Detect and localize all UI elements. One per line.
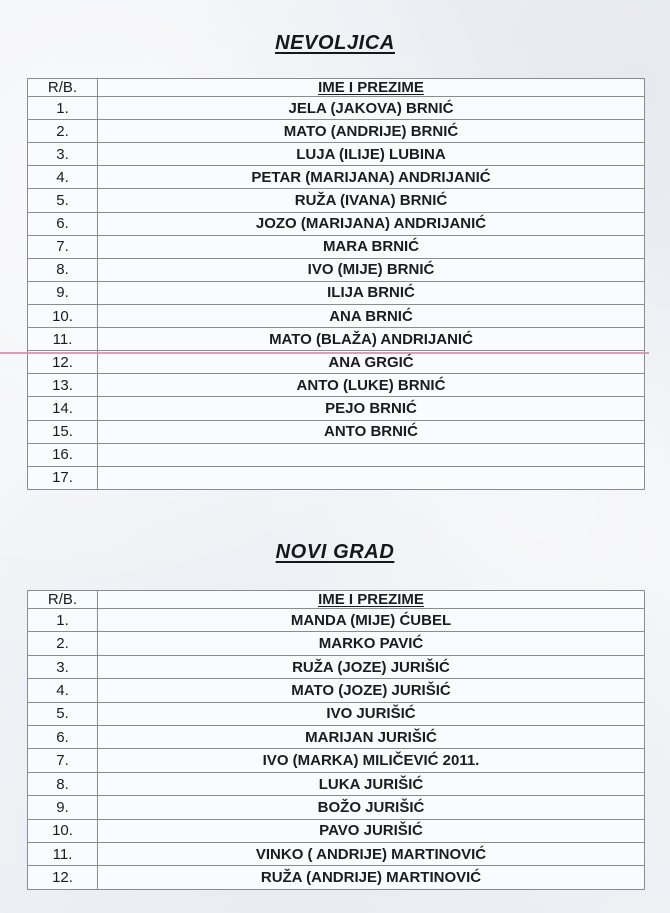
name-cell: MATO (BLAŽA) ANDRIJANIĆ (98, 328, 645, 351)
name-cell: IVO (MIJE) BRNIĆ (98, 258, 645, 281)
table-row (28, 420, 645, 443)
table-row (28, 726, 645, 749)
row-number-cell: 11. (28, 328, 98, 351)
table-row (28, 189, 645, 212)
name-cell: MATO (ANDRIJE) BRNIĆ (98, 120, 645, 143)
name-cell: MATO (JOZE) JURIŠIĆ (98, 679, 645, 702)
name-cell: PETAR (MARIJANA) ANDRIJANIĆ (98, 166, 645, 189)
table-row (28, 374, 645, 397)
name-cell (98, 466, 645, 489)
name-cell (98, 443, 645, 466)
row-number-cell: 12. (28, 351, 98, 374)
table-row (28, 235, 645, 258)
row-number-cell: 8. (28, 258, 98, 281)
row-number-cell: 16. (28, 443, 98, 466)
row-number-cell: 8. (28, 772, 98, 795)
row-number-cell: 15. (28, 420, 98, 443)
table-row (28, 397, 645, 420)
names-table-novi-grad (27, 590, 645, 890)
table-row (28, 328, 645, 351)
table-row (28, 97, 645, 120)
table-row (28, 772, 645, 795)
table-row (28, 749, 645, 772)
table-row (28, 166, 645, 189)
name-cell: RUŽA (ANDRIJE) MARTINOVIĆ (98, 866, 645, 890)
row-number-cell: 4. (28, 679, 98, 702)
name-cell: BOŽO JURIŠIĆ (98, 796, 645, 819)
header-rb: R/B. (28, 79, 98, 97)
table-row (28, 632, 645, 655)
name-cell: JELA (JAKOVA) BRNIĆ (98, 97, 645, 120)
row-number-cell: 9. (28, 796, 98, 819)
row-number-cell: 1. (28, 609, 98, 632)
header-ime-i-prezime: IME I PREZIME (98, 79, 645, 97)
section-title-nevoljica: NEVOLJICA (275, 32, 395, 54)
table-row (28, 679, 645, 702)
name-cell: PEJO BRNIĆ (98, 397, 645, 420)
row-number-cell: 17. (28, 466, 98, 489)
name-cell: ANTO BRNIĆ (98, 420, 645, 443)
section-title-novi-grad: NOVI GRAD (275, 541, 395, 563)
row-number-cell: 10. (28, 819, 98, 842)
table-header-row (28, 591, 645, 609)
table-row (28, 843, 645, 866)
row-number-cell: 2. (28, 120, 98, 143)
row-number-cell: 10. (28, 304, 98, 327)
table-row (28, 120, 645, 143)
name-cell: ANA GRGIĆ (98, 351, 645, 374)
table-row (28, 702, 645, 725)
table-row (28, 443, 645, 466)
name-cell: ANA BRNIĆ (98, 304, 645, 327)
row-number-cell: 7. (28, 235, 98, 258)
table-row (28, 866, 645, 890)
table-row (28, 281, 645, 304)
name-cell: RUŽA (IVANA) BRNIĆ (98, 189, 645, 212)
table-row (28, 143, 645, 166)
table-row (28, 351, 645, 374)
name-cell: MARKO PAVIĆ (98, 632, 645, 655)
row-number-cell: 1. (28, 97, 98, 120)
row-number-cell: 6. (28, 726, 98, 749)
table-row (28, 466, 645, 489)
table-row (28, 258, 645, 281)
row-number-cell: 5. (28, 702, 98, 725)
table-row (28, 819, 645, 842)
name-cell: MANDA (MIJE) ĆUBEL (98, 609, 645, 632)
table-header-row (28, 79, 645, 97)
row-number-cell: 3. (28, 655, 98, 678)
header-ime-i-prezime: IME I PREZIME (98, 591, 645, 609)
row-number-cell: 7. (28, 749, 98, 772)
name-cell: JOZO (MARIJANA) ANDRIJANIĆ (98, 212, 645, 235)
name-cell: IVO (MARKA) MILIČEVIĆ 2011. (98, 749, 645, 772)
name-cell: ILIJA BRNIĆ (98, 281, 645, 304)
row-number-cell: 12. (28, 866, 98, 890)
row-number-cell: 9. (28, 281, 98, 304)
row-number-cell: 13. (28, 374, 98, 397)
row-number-cell: 5. (28, 189, 98, 212)
name-cell: VINKO ( ANDRIJE) MARTINOVIĆ (98, 843, 645, 866)
row-number-cell: 3. (28, 143, 98, 166)
name-cell: RUŽA (JOZE) JURIŠIĆ (98, 655, 645, 678)
table-row (28, 796, 645, 819)
table-row (28, 212, 645, 235)
row-number-cell: 6. (28, 212, 98, 235)
name-cell: MARA BRNIĆ (98, 235, 645, 258)
row-number-cell: 14. (28, 397, 98, 420)
row-number-cell: 11. (28, 843, 98, 866)
row-number-cell: 2. (28, 632, 98, 655)
name-cell: MARIJAN JURIŠIĆ (98, 726, 645, 749)
name-cell: LUKA JURIŠIĆ (98, 772, 645, 795)
header-rb: R/B. (28, 591, 98, 609)
row-number-cell: 4. (28, 166, 98, 189)
name-cell: LUJA (ILIJE) LUBINA (98, 143, 645, 166)
names-table-nevoljica (27, 78, 645, 490)
table-row (28, 609, 645, 632)
name-cell: IVO JURIŠIĆ (98, 702, 645, 725)
name-cell: ANTO (LUKE) BRNIĆ (98, 374, 645, 397)
name-cell: PAVO JURIŠIĆ (98, 819, 645, 842)
table-row (28, 655, 645, 678)
table-row (28, 304, 645, 327)
